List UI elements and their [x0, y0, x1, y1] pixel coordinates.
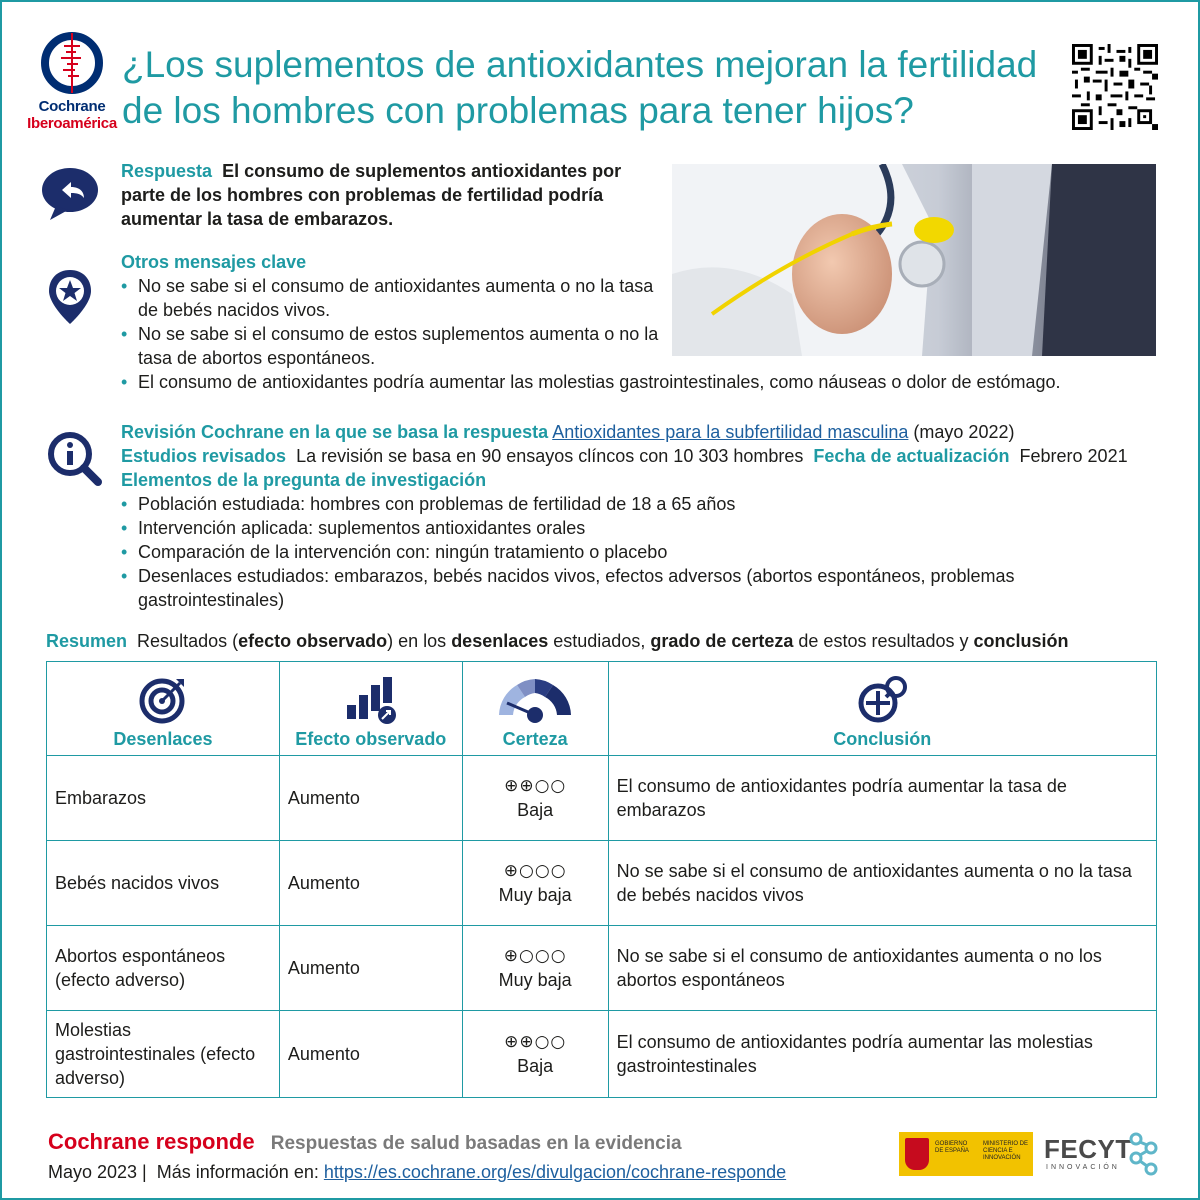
review-line [121, 420, 1181, 444]
qr-code-icon[interactable] [1072, 44, 1158, 130]
certainty-label: Muy baja [498, 970, 572, 990]
cochrane-logo-icon [39, 30, 105, 96]
footer-date: Mayo 2023 | [48, 1162, 147, 1182]
header-label: Desenlaces [113, 729, 213, 749]
table-row [47, 1011, 1157, 1098]
studies-text: La revisión se basa en 90 ensayos clíncos con 10 303 hombres [296, 446, 804, 466]
logo-line-1: Cochrane [38, 98, 106, 115]
summary-bold: grado de certeza [650, 631, 794, 651]
summary-bold: conclusión [973, 631, 1069, 651]
header-label: Efecto observado [295, 729, 447, 749]
footer-brand-line [48, 1128, 908, 1158]
review-date: (mayo 2022) [913, 422, 1015, 442]
header-label: Conclusión [833, 729, 932, 749]
certainty-label: Baja [517, 800, 554, 820]
header-effect [279, 662, 462, 756]
certainty-cell [462, 841, 608, 926]
effect-cell: Aumento [279, 926, 462, 1011]
fecyt-logo [1042, 1130, 1162, 1180]
footer [48, 1128, 908, 1184]
outcome-cell: Embarazos [47, 756, 280, 841]
crosshair-magnifier-icon [856, 675, 908, 725]
certainty-cell [462, 1011, 608, 1098]
summary-line [46, 629, 1156, 653]
location-star-icon [46, 268, 94, 326]
coat-of-arms-icon [905, 1138, 929, 1170]
key-message-item: • El consumo de antioxidantes podría aumentar las molestias gastrointestinales, como náuseas o dolor de estómago. [121, 370, 1181, 394]
table-row [47, 756, 1157, 841]
elements-heading: Elementos de la pregunta de investigación [121, 470, 487, 490]
element-item: • Desenlaces estudiados: embarazos, bebés nacidos vivos, efectos adversos (abortos espontáneos, problemas gastrointestinales) [121, 564, 1061, 612]
footer-more: Más información en: [156, 1162, 319, 1182]
page-title: ¿Los suplementos de antioxidantes mejoran la fertilidad de los hombres con problemas para tener hijos? [122, 44, 1038, 131]
outcome-cell: Abortos espontáneos (efecto adverso) [47, 926, 280, 1011]
answer-label: Respuesta [121, 161, 213, 181]
certainty-symbols: ⊕⊕○○ [504, 1032, 567, 1052]
element-item: • Comparación de la intervención con: ningún tratamiento o placebo [121, 540, 1181, 564]
summary-bold: desenlaces [451, 631, 549, 651]
table-row [47, 841, 1157, 926]
government-logo [899, 1132, 1033, 1176]
answer-block [121, 159, 661, 231]
outcome-cell: Molestias gastrointestinales (efecto adverso) [47, 1011, 280, 1098]
gov-text: GOBIERNO DE ESPAÑA [935, 1141, 969, 1154]
header-outcomes [47, 662, 280, 756]
bar-chart-icon [343, 675, 399, 725]
studies-label: Estudios revisados [121, 446, 287, 466]
key-message-item: • No se sabe si el consumo de antioxidantes aumenta o no la tasa de bebés nacidos vivos. [121, 274, 661, 322]
footer-tagline: Respuestas de salud basadas en la evidencia [270, 1133, 682, 1154]
results-table [46, 661, 1157, 1098]
summary-bold: efecto observado [238, 631, 388, 651]
answer-text: El consumo de suplementos antioxidantes por parte de los hombres con problemas de fertilidad podría aumentar la tasa de embarazos. [121, 161, 622, 229]
certainty-label: Muy baja [498, 885, 572, 905]
fecyt-sub: INNOVACIÓN [1046, 1164, 1120, 1171]
certainty-symbols: ⊕○○○ [503, 861, 567, 881]
review-section [121, 420, 1181, 612]
gauge-icon [495, 675, 575, 725]
summary-text: estudiados, [548, 631, 651, 651]
footer-brand: Cochrane responde [48, 1129, 255, 1154]
summary-text: de estos resultados y [793, 631, 974, 651]
summary-text: ) en los [387, 631, 452, 651]
key-messages-section [121, 250, 1181, 394]
footer-info-line [48, 1160, 908, 1184]
outcome-cell: Bebés nacidos vivos [47, 841, 280, 926]
logo-line-2: Iberoamérica [27, 115, 117, 132]
table-row [47, 926, 1157, 1011]
update-label: Fecha de actualización [813, 446, 1010, 466]
header-label: Certeza [502, 729, 568, 749]
certainty-symbols: ⊕⊕○○ [504, 776, 567, 796]
review-link[interactable]: Antioxidantes para la subfertilidad masculina [552, 422, 909, 442]
summary-text: Resultados ( [137, 631, 239, 651]
table-header-row [47, 662, 1157, 756]
effect-cell: Aumento [279, 841, 462, 926]
header-certainty [462, 662, 608, 756]
effect-cell: Aumento [279, 756, 462, 841]
conclusion-cell: No se sabe si el consumo de antioxidantes aumenta o no la tasa de bebés nacidos vivos [608, 841, 1156, 926]
certainty-cell [462, 926, 608, 1011]
target-icon [138, 675, 188, 725]
reply-bubble-icon [40, 166, 100, 222]
certainty-label: Baja [517, 1056, 554, 1076]
review-label: Revisión Cochrane en la que se basa la respuesta [121, 422, 549, 442]
cochrane-logo[interactable] [24, 30, 120, 132]
fecyt-molecule-icon [1126, 1132, 1160, 1178]
certainty-symbols: ⊕○○○ [503, 946, 567, 966]
conclusion-cell: El consumo de antioxidantes podría aumentar las molestias gastrointestinales [608, 1011, 1156, 1098]
effect-cell: Aumento [279, 1011, 462, 1098]
update-value: Febrero 2021 [1019, 446, 1128, 466]
header-conclusion [608, 662, 1156, 756]
key-message-item: • No se sabe si el consumo de estos suplementos aumenta o no la tasa de abortos espontáneos. [121, 322, 661, 370]
summary-label: Resumen [46, 631, 128, 651]
element-item: • Población estudiada: hombres con problemas de fertilidad de 18 a 65 años [121, 492, 1181, 516]
fecyt-name: FECYT [1044, 1134, 1132, 1164]
key-messages-heading: Otros mensajes clave [121, 252, 307, 272]
footer-url-link[interactable]: https://es.cochrane.org/es/divulgacion/cochrane-responde [323, 1162, 787, 1182]
conclusion-cell: El consumo de antioxidantes podría aumentar la tasa de embarazos [608, 756, 1156, 841]
ministry-text: MINISTERIO DE CIENCIA E INNOVACIÓN [983, 1141, 1029, 1161]
certainty-cell [462, 756, 608, 841]
info-magnifier-icon [46, 430, 102, 486]
element-item: • Intervención aplicada: suplementos antioxidantes orales [121, 516, 1181, 540]
studies-line [121, 444, 1181, 468]
conclusion-cell: No se sabe si el consumo de antioxidantes aumenta o no los abortos espontáneos [608, 926, 1156, 1011]
